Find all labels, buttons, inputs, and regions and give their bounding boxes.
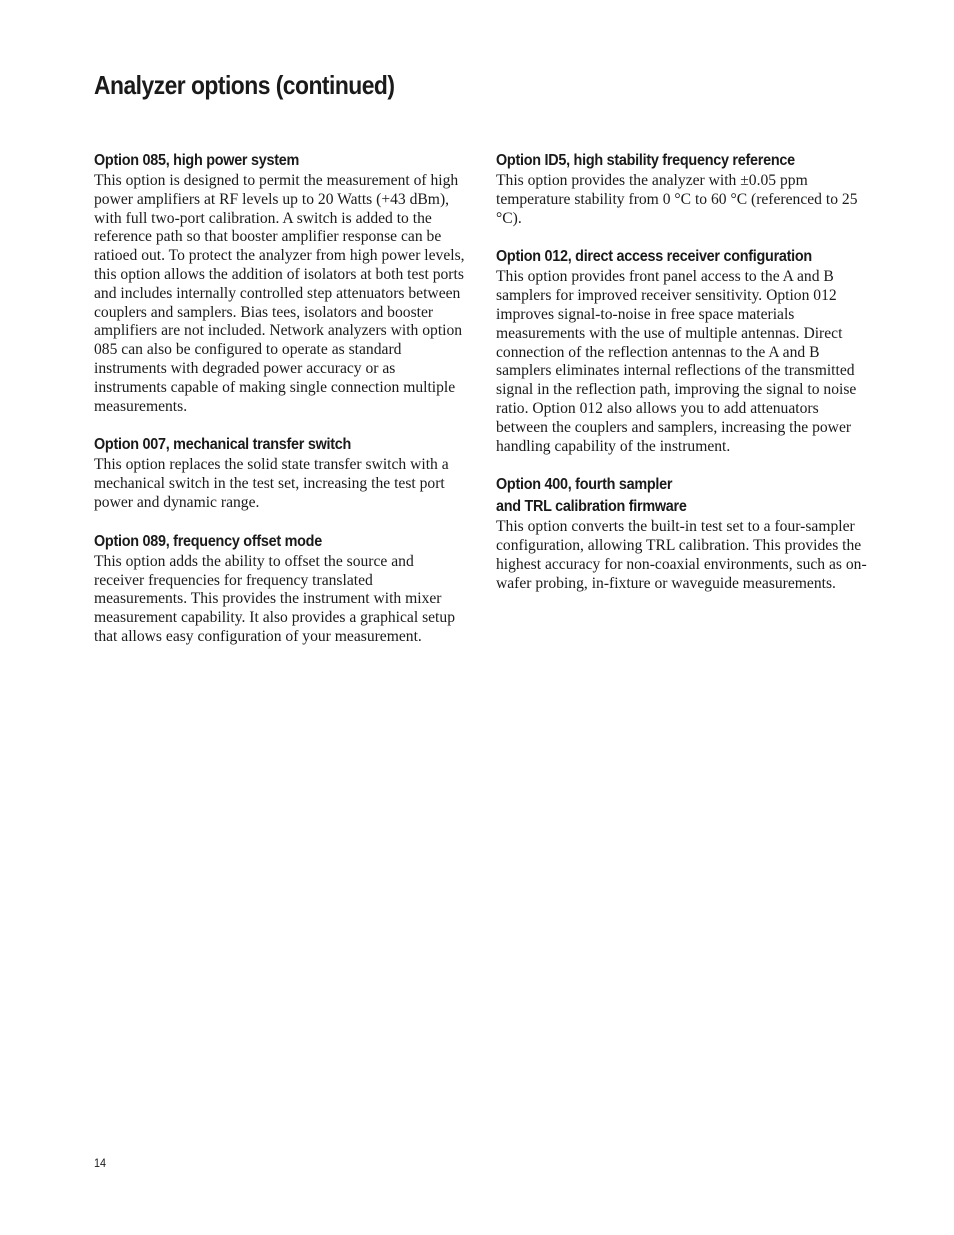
section-body: This option replaces the solid state transfer switch with a mechanical switch in the test set, increasing the test port power and dynamic range. [94, 456, 449, 511]
option-007-section [94, 434, 466, 512]
left-column [94, 150, 466, 647]
page-number: 14 [94, 1156, 107, 1170]
right-column [496, 150, 868, 594]
section-body: This option is designed to permit the measurement of high power amplifiers at RF levels up to 20 Watts (+43 dBm), with full two-port calibration. A switch is added to the reference path so that booster amplifier response can be ratioed out. To protect the analyzer from high power levels, this option allows the addition of isolators at both test ports and includes internally controlled step attenuators between couplers and samplers. Bias tees, isolators and booster amplifiers are not included. Network analyzers with option 085 can also be configured to operate as standard instruments with degraded power accuracy or as instruments capable of making single connection multiple measurements. [94, 172, 465, 415]
section-heading: Option 007, mechanical transfer switch [94, 436, 352, 454]
section-body: This option converts the built-in test set to a four-sampler configuration, allowing TRL calibration. This provides the highest accuracy for non-coaxial environments, such as on-wafer probing, in-fixture or waveguide measurements. [496, 518, 867, 592]
section-body: This option adds the ability to offset the source and receiver frequencies for frequency translated measurements. This provides the instrument with mixer measurement capability. It also provides a graphical setup that allows easy configuration of your measurement. [94, 552, 455, 645]
section-body: This option provides front panel access to the A and B samplers for improved receiver sensitivity. Option 012 improves signal-to-noise in free space materials measurements with the use of multiple antennas. Direct connection of the reflection antennas to the A and B samplers eliminates internal reflections of the transmitted signal in the reflection path, improving the signal to noise ratio. Option 012 also allows you to add attenuators between the couplers and samplers, increasing the power handling capability of the instrument. [496, 268, 857, 455]
option-012-section [496, 246, 868, 456]
section-heading: Option 012, direct access receiver configuration [496, 248, 812, 266]
section-heading: Option 089, frequency offset mode [94, 532, 322, 550]
option-400-section [496, 474, 868, 593]
page-title: Analyzer options (continued) [94, 70, 395, 100]
section-heading: Option ID5, high stability frequency reference [496, 152, 795, 169]
section-body: This option provides the analyzer with ±0.05 ppm temperature stability from 0 °C to 60 °C (referenced to 25 °C). [496, 172, 858, 227]
option-085-section [94, 150, 466, 416]
section-heading: Option 400, fourth sampler and TRL calibration firmware [496, 476, 687, 516]
option-id5-section [496, 150, 868, 228]
option-089-section [94, 531, 466, 647]
section-heading: Option 085, high power system [94, 152, 300, 169]
